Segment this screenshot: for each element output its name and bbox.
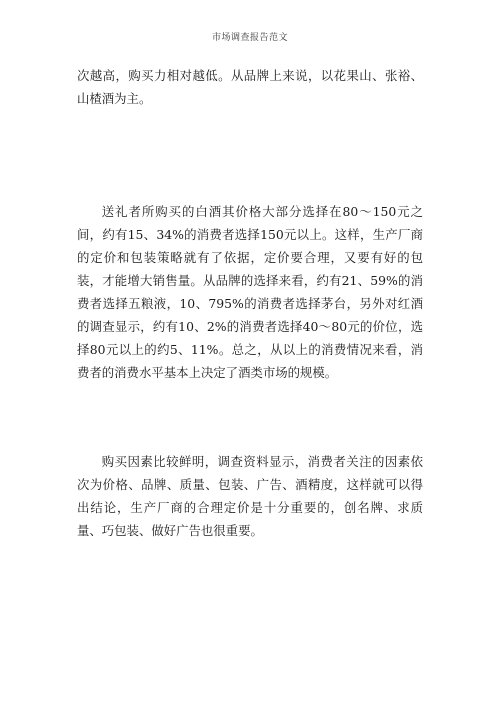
paragraph-3: 购买因素比较鲜明，调查资料显示，消费者关注的因素依次为价格、品牌、质量、包装、广告、酒精度，这样就可以得出结论，生产厂商的合理定价是十分重要的，创名牌、求质量、巧包装、做好广告也很重要。 (77, 454, 423, 538)
paragraph-2: 送礼者所购买的白酒其价格大部分选择在80～150元之间，约有15、34%的消费者选择150元以上。这样，生产厂商的定价和包装策略就有了依据，定价要合理，又要有好的包装，才能增大销售量。从品牌的选择来看，约有21、59%的消费者选择五粮液，10、795%的消费者选择茅台，另外对红酒的调查显示，约有10、2%的消费者选择40～80元的价位，选择80元以上的约5、11%。总之，从以上的消费情况来看，消费者的消费水平基本上决定了酒类市场的规模。 (77, 204, 423, 380)
page-header: 市场调查报告范文 (211, 33, 288, 43)
paragraph-1: 次越高，购买力相对越低。从品牌上来说，以花果山、张裕、山楂酒为主。 (77, 68, 423, 106)
